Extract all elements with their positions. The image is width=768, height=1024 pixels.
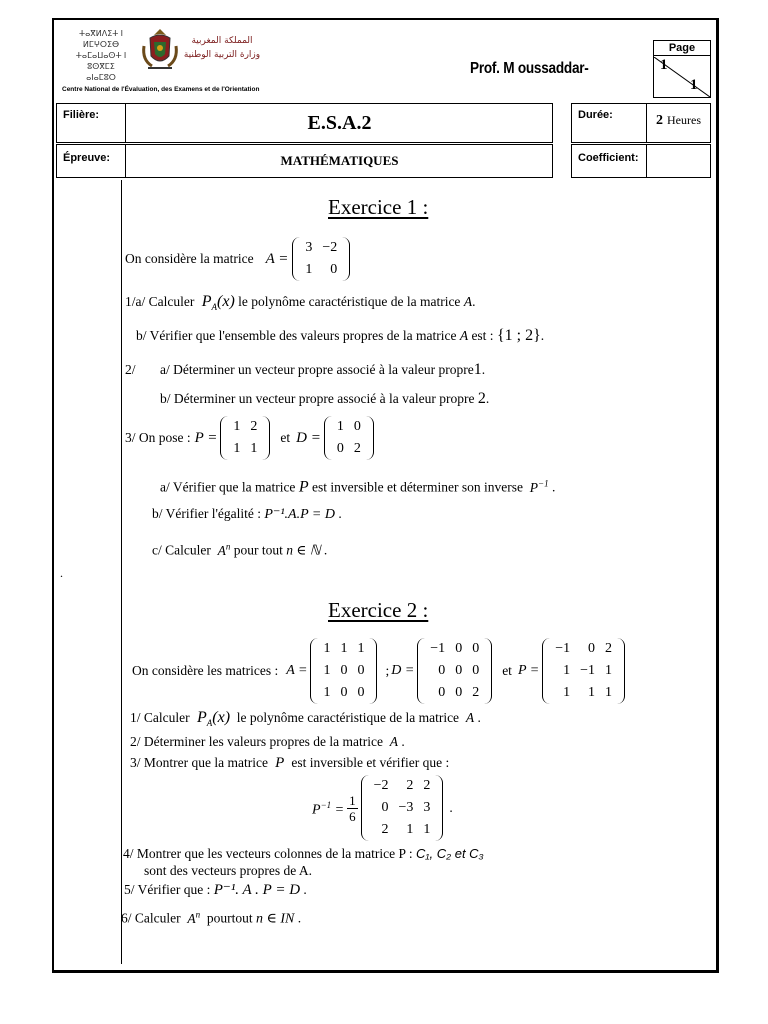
left-bracket [542, 638, 550, 704]
matrix-row [550, 638, 617, 660]
matrix-cell: 0 [438, 685, 446, 700]
matrix-cell: 2 [381, 822, 389, 837]
ex1-q3b: b/ Vérifier l'égalité : P⁻¹.A.P = D . [152, 506, 342, 522]
matrix-cell: 1 [423, 822, 431, 837]
ex1-q3b-pre: b/ Vérifier l'égalité : [152, 506, 262, 521]
ex1-q1b-post: est : [471, 328, 494, 343]
ex1-q2a-text: a/ Déterminer un vecteur propre associé à la valeur propre [160, 362, 474, 377]
matrix-cell: 2 [406, 778, 414, 793]
matrix-grid [300, 237, 342, 281]
ex1-q3 [125, 416, 374, 460]
matrix-row [318, 682, 369, 704]
duree-label: Durée: [578, 109, 613, 121]
matrix-cell: 0 [438, 663, 446, 678]
matrix-cell: 1 [323, 663, 331, 678]
ex2-q3 [130, 755, 449, 771]
matrix-row [425, 638, 484, 660]
ex1-intro-text: On considère la matrice [125, 251, 254, 266]
left-bracket [324, 416, 332, 460]
left-bracket [220, 416, 228, 460]
matrix-cell: 0 [455, 685, 463, 700]
matrix-cell: −1 [580, 663, 595, 678]
ex1-q3a-post: est inversible et déterminer son inverse [311, 479, 524, 495]
ex2-q3-P: P [271, 755, 288, 771]
matrix-cell: 3 [305, 240, 313, 255]
ex1-q2a: a/ Déterminer un vecteur propre associé à la valeur propre1. [160, 361, 486, 378]
fraction-num: 1 [349, 792, 356, 808]
ex1-q3a-pre: a/ Vérifier que la matrice [160, 479, 296, 495]
duree-unit: Heures [667, 113, 701, 127]
matrix-cell: 2 [353, 441, 361, 456]
page-label: Page [654, 41, 710, 56]
ex1-q1b: b/ Vérifier que l'ensemble des valeurs propres de la matrice A est : {1 ; 2}. [136, 327, 545, 344]
matrix-grid [425, 638, 484, 704]
matrix-row [300, 259, 342, 281]
matrix-cell: 1 [336, 419, 344, 434]
matrix-cell: 0 [472, 641, 480, 656]
ex2-title: Exercice 2 : [328, 598, 429, 622]
ex1-q1b-A: A [459, 328, 469, 343]
ministry-line: وزارة التربية الوطنية [183, 50, 261, 60]
logo-line: ⵜⴰⵎⴰⵡⴰⵙⵜ ⵏ ⵓⵙⴳⵎⵉ [75, 51, 127, 71]
left-bracket [361, 775, 369, 841]
matrix-cell: 0 [336, 441, 344, 456]
coef-label: Coefficient: [578, 152, 639, 164]
ex1-D-label: D = [296, 430, 321, 446]
left-bracket [292, 237, 300, 281]
ex1-q1a-pre: 1/a/ Calculer [125, 294, 195, 309]
ex1-q2b-val: 2 [477, 390, 486, 407]
matrix-cell: −1 [430, 641, 446, 656]
matrix-cell: −3 [398, 800, 414, 815]
duree-number: 2 [656, 113, 663, 128]
matrix-cell: 1 [250, 441, 258, 456]
ex2-q5-eq: P⁻¹. A . P = D [213, 882, 301, 898]
ex2-q3-post: est inversible et vérifier que : [291, 755, 450, 770]
matrix-row [332, 438, 366, 460]
ex2-q2: 2/ Déterminer les valeurs propres de la matrice A . [130, 734, 405, 749]
ex2-q1-pre: 1/ Calculer [130, 710, 190, 725]
ex1-q3a-P: P [298, 478, 309, 496]
matrix-row [300, 237, 342, 259]
matrix-grid [369, 775, 436, 841]
ex2-q5: 5/ Vérifier que : P⁻¹. A . P = D . [124, 882, 307, 898]
ex1-q2-num: 2/ [125, 362, 136, 377]
coat-of-arms-icon [140, 26, 180, 74]
matrix-cell: 0 [381, 800, 389, 815]
ex2-q2-A: A [386, 734, 399, 749]
ex2-fraction [347, 793, 358, 824]
matrix-cell: 1 [605, 685, 612, 700]
matrix-row [369, 797, 436, 819]
ex2-q1: 1/ Calculer $P_A(x)$ le polynôme caractéristique de la matrice A . [130, 709, 481, 729]
matrix-cell: 1 [357, 641, 365, 656]
ex2-matrix-Pinv [361, 775, 444, 841]
matrix-cell: 2 [250, 419, 258, 434]
ex1-matrix-A [292, 237, 350, 281]
matrix-cell: 0 [340, 663, 348, 678]
matrix-cell: 0 [330, 262, 338, 277]
ex2-q6-pre: 6/ Calculer [121, 910, 181, 926]
ex1-q1a-A: A [463, 294, 473, 309]
ex2-P-label: P = [517, 663, 540, 678]
matrix-row [425, 660, 484, 682]
ex2-q6-An: $A^n$ [183, 909, 201, 926]
ex1-q2a-val: 1 [473, 361, 482, 378]
matrix-cell: −1 [555, 641, 571, 656]
ex2-q6: 6/ Calculer $A^n$ pourtout n ∈ IN . [121, 909, 302, 927]
matrix-cell: 0 [357, 685, 365, 700]
ex2-q4 [123, 846, 484, 862]
matrix-cell: 0 [455, 663, 463, 678]
page-total: 1 [690, 77, 698, 93]
logo-tifinagh [62, 28, 140, 83]
duree-box [571, 103, 711, 143]
epreuve-box [56, 144, 553, 178]
ex1-q1a-post: le polynôme caractéristique de la matrice [238, 294, 461, 309]
ex2-Pinv-label: $P^{-1}$ = [312, 800, 345, 818]
ex2-pinv-dot: . [449, 800, 453, 815]
matrix-cell: −2 [373, 778, 389, 793]
filiere-label: Filière: [63, 109, 100, 121]
ex1-q1b-set: {1 ; 2} [496, 327, 541, 344]
matrix-cell: 1 [406, 822, 414, 837]
coef-box [571, 144, 711, 178]
ex1-q2b-text: b/ Déterminer un vecteur propre associé à la valeur propre [160, 391, 475, 406]
filiere-value: E.S.A.2 [307, 112, 372, 134]
ex1-q2b: b/ Déterminer un vecteur propre associé à la valeur propre 2. [160, 390, 490, 407]
matrix-cell: 2 [423, 778, 431, 793]
epreuve-divider [125, 145, 126, 177]
matrix-cell: 0 [472, 663, 480, 678]
matrix-cell: 0 [455, 641, 463, 656]
ex1-q3c-mid: pour tout [233, 542, 283, 558]
matrix-cell: 1 [563, 685, 571, 700]
right-bracket [435, 775, 443, 841]
ex1-q1b-pre: b/ Vérifier que l'ensemble des valeurs propres de la matrice [136, 328, 457, 343]
matrix-grid [550, 638, 617, 704]
filiere-divider [125, 104, 126, 142]
ex2-q1-post: le polynôme caractéristique de la matrice [236, 710, 460, 725]
ex2-sep: ; [385, 663, 390, 678]
matrix-cell: 1 [340, 641, 348, 656]
prof-name: Prof. M oussaddar- [470, 60, 589, 77]
ex2-q6-mid: pourtout [206, 910, 253, 926]
matrix-cell: 1 [563, 663, 571, 678]
logo-line: ⵜⴰⴳⵍⴷⵉⵜ ⵏ ⵍⵎⵖⵔⵉⴱ [78, 29, 123, 49]
matrix-row [425, 682, 484, 704]
ex1-q1a: 1/a/ Calculer $P_A(x)$ le polynôme caractéristique de la matrice A. [125, 293, 476, 313]
right-bracket [369, 638, 377, 704]
epreuve-value: MATHÉMATIQUES [280, 153, 399, 168]
matrix-row [228, 438, 262, 460]
ex1-q3c: c/ Calculer $A^n$ pour tout n ∈ ℕ . [152, 541, 328, 558]
ex2-q3-pre: 3/ Montrer que la matrice [130, 755, 268, 770]
matrix-row [318, 660, 369, 682]
ex2-A-label: A = [286, 663, 308, 678]
matrix-cell: 1 [233, 441, 241, 456]
matrix-cell: 0 [588, 641, 595, 656]
left-bracket [417, 638, 425, 704]
ex2-q1-A: A [462, 710, 475, 725]
ex1-title: Exercice 1 : [328, 195, 429, 219]
margin-line [121, 180, 122, 964]
matrix-grid [318, 638, 369, 704]
ex2-D-label: D = [391, 663, 415, 678]
matrix-grid [228, 416, 262, 460]
ex2-et: et [502, 663, 512, 678]
ex1-intro [125, 237, 350, 281]
ex1-q3-pre: 3/ On pose : [125, 430, 191, 445]
ex1-A-label: A = [265, 251, 289, 267]
ex1-P-label: P = [194, 430, 218, 446]
matrix-row [228, 416, 262, 438]
matrix-row [369, 819, 436, 841]
right-bracket [484, 638, 492, 704]
ministry-line: المملكة المغربية [191, 36, 253, 46]
ex1-q3c-pre: c/ Calculer [152, 542, 211, 558]
matrix-cell: 0 [353, 419, 361, 434]
epreuve-label: Épreuve: [63, 152, 111, 164]
page-box [653, 40, 711, 98]
right-bracket [617, 638, 625, 704]
ex2-q5-pre: 5/ Vérifier que : [124, 882, 211, 897]
ex2-q6-set: n ∈ IN [255, 911, 295, 927]
right-bracket [342, 237, 350, 281]
matrix-row [369, 775, 436, 797]
matrix-cell: 1 [323, 685, 331, 700]
ex2-q4b: sont des vecteurs propres de A. [144, 863, 312, 878]
matrix-cell: 1 [588, 685, 595, 700]
ex1-PA-symbol: $P_A(x)$ [197, 293, 235, 313]
ex1-q3a-Pinv: $P^{-1}$ [526, 478, 549, 495]
logo-line: ⴰⵏⴰⵎⵓⵔ [86, 73, 116, 82]
ex2-intro [132, 638, 625, 704]
page-number: 1 [660, 57, 668, 73]
ex2-PA-symbol: $P_A(x)$ [192, 709, 231, 729]
left-bracket [310, 638, 318, 704]
matrix-grid [332, 416, 366, 460]
matrix-cell: 2 [472, 685, 480, 700]
matrix-cell: 1 [233, 419, 241, 434]
matrix-cell: 3 [423, 800, 431, 815]
fraction-den: 6 [349, 808, 356, 824]
ex2-pinv [312, 775, 453, 841]
ex2-matrix-A [310, 638, 377, 704]
ex2-matrix-D [417, 638, 492, 704]
ex1-matrix-D [324, 416, 374, 460]
matrix-cell: 0 [340, 685, 348, 700]
ex2-matrix-P [542, 638, 625, 704]
ex1-q3c-An: $A^n$ [214, 541, 231, 558]
centre-name: Centre National de l'Évaluation, des Examens et de l'Orientation [62, 86, 260, 93]
ex1-matrix-P [220, 416, 270, 460]
matrix-row [550, 660, 617, 682]
matrix-cell: −2 [322, 240, 338, 255]
ministry-arabic [182, 34, 262, 62]
ex1-q3a: a/ Vérifier que la matrice P est inversible et déterminer son inverse $P^{-1}$ . [160, 478, 556, 496]
ex1-q3b-eq: P⁻¹.A.P = D [264, 507, 335, 522]
matrix-row [332, 416, 366, 438]
ex2-intro-text: On considère les matrices : [132, 663, 279, 678]
matrix-cell: 2 [605, 641, 612, 656]
matrix-cell: 0 [357, 663, 365, 678]
margin-dot: . [60, 566, 63, 580]
ex1-q3c-set: n ∈ ℕ [286, 542, 321, 558]
duree-divider [646, 104, 647, 142]
matrix-row [318, 638, 369, 660]
right-bracket [262, 416, 270, 460]
duree-value [656, 111, 701, 129]
filiere-box [56, 103, 553, 143]
ex2-q2-text: 2/ Déterminer les valeurs propres de la matrice [130, 734, 384, 749]
ex2-q4-a: 4/ Montrer que les vecteurs colonnes de la matrice P : [123, 846, 413, 861]
matrix-cell: 1 [305, 262, 313, 277]
ex1-q3-et: et [280, 430, 291, 445]
matrix-row [550, 682, 617, 704]
ex2-q4-vecs: C₁, C₂ et C₃ [416, 846, 484, 861]
matrix-cell: 1 [605, 663, 612, 678]
right-bracket [366, 416, 374, 460]
coef-divider [646, 145, 647, 177]
matrix-cell: 1 [323, 641, 331, 656]
